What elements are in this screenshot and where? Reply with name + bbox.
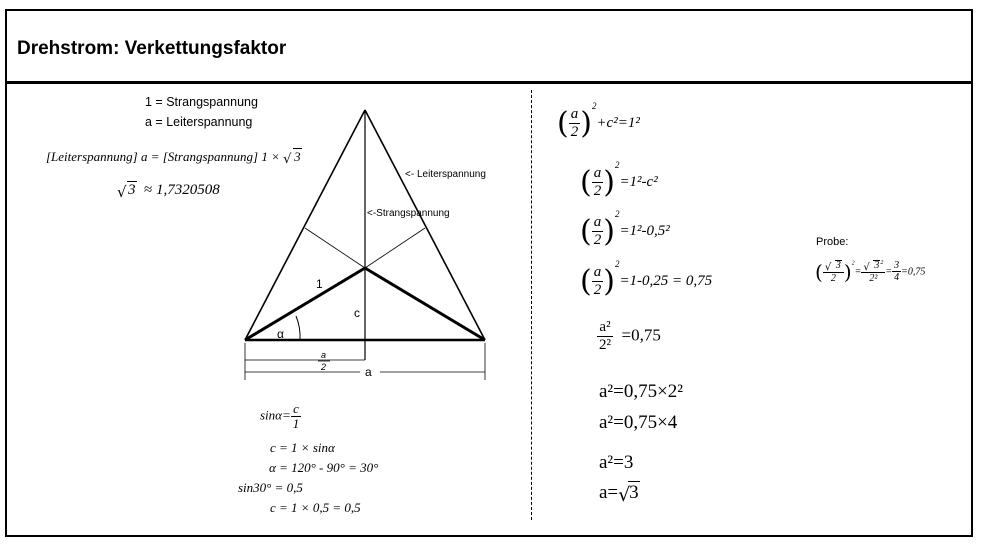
equation-1-rest: +c²=1² — [596, 115, 640, 131]
equation-2-rest: =1²-c² — [619, 174, 658, 190]
legend-leiterspannung: a = Leiterspannung — [145, 115, 253, 129]
equation-6: a²=0,75×2² — [599, 381, 684, 402]
formula-leiterspannung-text: [Leiterspannung] a = [Strangspannung] 1 × — [46, 149, 284, 164]
sqrt-symbol: √ 3 — [824, 260, 841, 274]
label-alpha: α — [277, 327, 284, 341]
label-a-half-den: 2 — [321, 362, 327, 372]
sin-lhs: sinα= — [260, 407, 291, 423]
equation-4-rest: =1-0,25 = 0,75 — [619, 273, 713, 289]
approx-root-value: 3 — [128, 182, 136, 198]
page-title: Drehstrom: Verkettungsfaktor — [17, 38, 287, 59]
label-strangspannung: <-Strangspannung — [367, 208, 450, 219]
sqrt-symbol: √ 3 — [863, 260, 880, 274]
equation-9-lhs: a= — [599, 482, 619, 503]
derivation-c-result: c = 1 × 0,5 = 0,5 — [270, 500, 361, 515]
equation-4: ( $\frac{a}{2}$ )$^2$=1-0,25 = 0,75 — [580, 259, 713, 300]
sqrt-symbol: √ 3 — [117, 182, 136, 201]
equation-7: a²=0,75×4 — [599, 412, 678, 433]
equation-3: ( $\frac{a}{2}$ )$^2$=1²-0,5² — [580, 209, 670, 250]
label-c: c — [354, 306, 360, 320]
probe-label: Probe: — [816, 236, 849, 248]
median-right — [365, 228, 425, 268]
derivation-alpha: α = 120° - 90° = 30° — [269, 460, 379, 475]
equation-9 — [599, 481, 640, 504]
sin-fraction: $\frac{c}{1}$ — [292, 401, 300, 431]
approx-symbol: ≈ — [144, 182, 153, 198]
probe-result: =0,75 — [901, 266, 926, 278]
sqrt-symbol: √ 3 — [283, 149, 301, 167]
sqrt-symbol: √ 3 — [618, 482, 639, 506]
equation-1: ( $\frac{a}{2}$ )$^2$+c²=1² — [557, 101, 640, 142]
derivation-c: c = 1 × sinα — [270, 440, 335, 455]
sin-alpha-formula — [260, 402, 301, 431]
formula-root-value: 3 — [294, 149, 301, 164]
label-one: 1 — [316, 277, 323, 291]
equation-5-rest: =0,75 — [621, 325, 661, 345]
equation-2: ( $\frac{a}{2}$ )$^2$=1²-c² — [580, 160, 658, 201]
alpha-arc — [296, 316, 300, 340]
probe-formula: ( √ 3 2 )$^2$= √ $3^2$ 2² = $\frac{3}{4}$ =0,75 — [815, 259, 926, 284]
median-left — [305, 228, 365, 268]
label-a-half-num: a — [321, 350, 327, 360]
label-leiterspannung: <- Leiterspannung — [405, 169, 486, 180]
approx-value: 1,7320508 — [155, 182, 220, 198]
equation-8: a²=3 — [599, 452, 634, 473]
equation-9-root: 3 — [629, 482, 639, 503]
label-a: a — [365, 365, 372, 379]
derivation-sin30: sin30° = 0,5 — [238, 480, 303, 495]
equation-5: $\frac{\text{a²}}{\text{2²}}$ =0,75 — [599, 319, 661, 353]
legend-strangspannung: 1 = Strangspannung — [145, 95, 258, 109]
equation-3-rest: =1²-0,5² — [619, 223, 670, 239]
